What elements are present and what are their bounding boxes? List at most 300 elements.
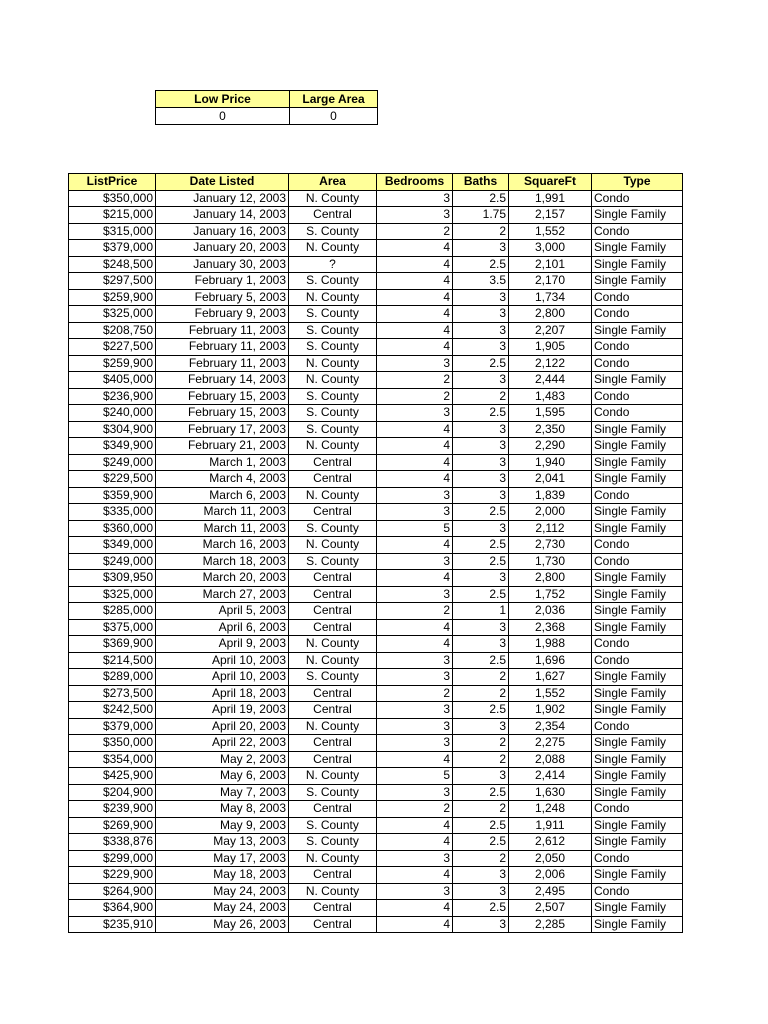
type-header[interactable]: Type <box>592 174 683 191</box>
baths-cell[interactable]: 1.75 <box>453 207 509 224</box>
baths-cell[interactable]: 3 <box>453 240 509 257</box>
date-listed-cell[interactable]: February 1, 2003 <box>156 273 289 290</box>
listprice-cell[interactable]: $379,000 <box>69 718 156 735</box>
listprice-header[interactable]: ListPrice <box>69 174 156 191</box>
date-listed-cell[interactable]: February 17, 2003 <box>156 421 289 438</box>
bedrooms-cell[interactable]: 4 <box>377 240 453 257</box>
bedrooms-cell[interactable]: 3 <box>377 504 453 521</box>
listprice-cell[interactable]: $379,000 <box>69 240 156 257</box>
listprice-cell[interactable]: $299,000 <box>69 850 156 867</box>
bedrooms-cell[interactable]: 4 <box>377 636 453 653</box>
type-cell[interactable]: Condo <box>592 537 683 554</box>
squareft-cell[interactable]: 2,050 <box>509 850 592 867</box>
baths-cell[interactable]: 2 <box>453 735 509 752</box>
area-cell[interactable]: S. County <box>289 784 377 801</box>
date-listed-cell[interactable]: May 18, 2003 <box>156 867 289 884</box>
type-cell[interactable]: Single Family <box>592 520 683 537</box>
date-listed-cell[interactable]: February 15, 2003 <box>156 405 289 422</box>
bedrooms-cell[interactable]: 4 <box>377 900 453 917</box>
squareft-cell[interactable]: 2,041 <box>509 471 592 488</box>
date-listed-cell[interactable]: April 19, 2003 <box>156 702 289 719</box>
squareft-cell[interactable]: 2,157 <box>509 207 592 224</box>
type-cell[interactable]: Condo <box>592 850 683 867</box>
baths-cell[interactable]: 3 <box>453 619 509 636</box>
bedrooms-cell[interactable]: 5 <box>377 768 453 785</box>
listprice-cell[interactable]: $235,910 <box>69 916 156 933</box>
bedrooms-cell[interactable]: 2 <box>377 388 453 405</box>
baths-cell[interactable]: 2.5 <box>453 702 509 719</box>
squareft-cell[interactable]: 2,122 <box>509 355 592 372</box>
type-cell[interactable]: Single Family <box>592 256 683 273</box>
squareft-cell[interactable]: 1,552 <box>509 685 592 702</box>
baths-cell[interactable]: 2.5 <box>453 586 509 603</box>
bedrooms-cell[interactable]: 4 <box>377 289 453 306</box>
bedrooms-cell[interactable]: 3 <box>377 850 453 867</box>
baths-cell[interactable]: 2 <box>453 685 509 702</box>
bedrooms-cell[interactable]: 2 <box>377 372 453 389</box>
listprice-cell[interactable]: $239,900 <box>69 801 156 818</box>
listprice-cell[interactable]: $325,000 <box>69 586 156 603</box>
baths-cell[interactable]: 2.5 <box>453 817 509 834</box>
date-listed-cell[interactable]: March 20, 2003 <box>156 570 289 587</box>
type-cell[interactable]: Single Family <box>592 421 683 438</box>
bedrooms-cell[interactable]: 3 <box>377 487 453 504</box>
area-cell[interactable]: Central <box>289 504 377 521</box>
bedrooms-cell[interactable]: 4 <box>377 256 453 273</box>
bedrooms-cell[interactable]: 3 <box>377 190 453 207</box>
area-cell[interactable]: Central <box>289 867 377 884</box>
squareft-cell[interactable]: 2,101 <box>509 256 592 273</box>
bedrooms-cell[interactable]: 3 <box>377 669 453 686</box>
squareft-cell[interactable]: 2,354 <box>509 718 592 735</box>
baths-cell[interactable]: 3 <box>453 520 509 537</box>
bedrooms-header[interactable]: Bedrooms <box>377 174 453 191</box>
type-cell[interactable]: Single Family <box>592 685 683 702</box>
date-listed-cell[interactable]: February 9, 2003 <box>156 306 289 323</box>
listprice-cell[interactable]: $338,876 <box>69 834 156 851</box>
squareft-cell[interactable]: 2,495 <box>509 883 592 900</box>
large-area-value[interactable]: 0 <box>290 108 378 125</box>
bedrooms-cell[interactable]: 4 <box>377 619 453 636</box>
baths-cell[interactable]: 3 <box>453 768 509 785</box>
area-cell[interactable]: Central <box>289 735 377 752</box>
area-cell[interactable]: N. County <box>289 537 377 554</box>
squareft-cell[interactable]: 1,902 <box>509 702 592 719</box>
area-cell[interactable]: Central <box>289 586 377 603</box>
listprice-cell[interactable]: $375,000 <box>69 619 156 636</box>
baths-header[interactable]: Baths <box>453 174 509 191</box>
listprice-cell[interactable]: $360,000 <box>69 520 156 537</box>
area-cell[interactable]: S. County <box>289 553 377 570</box>
date-listed-cell[interactable]: January 30, 2003 <box>156 256 289 273</box>
area-cell[interactable]: S. County <box>289 223 377 240</box>
area-cell[interactable]: N. County <box>289 636 377 653</box>
date-listed-cell[interactable]: January 12, 2003 <box>156 190 289 207</box>
listprice-cell[interactable]: $248,500 <box>69 256 156 273</box>
baths-cell[interactable]: 3 <box>453 487 509 504</box>
date-listed-cell[interactable]: April 18, 2003 <box>156 685 289 702</box>
squareft-cell[interactable]: 1,595 <box>509 405 592 422</box>
date-listed-cell[interactable]: April 10, 2003 <box>156 652 289 669</box>
area-cell[interactable]: N. County <box>289 850 377 867</box>
date-listed-cell[interactable]: May 17, 2003 <box>156 850 289 867</box>
bedrooms-cell[interactable]: 5 <box>377 520 453 537</box>
type-cell[interactable]: Single Family <box>592 273 683 290</box>
listprice-cell[interactable]: $215,000 <box>69 207 156 224</box>
area-cell[interactable]: N. County <box>289 883 377 900</box>
baths-cell[interactable]: 2 <box>453 388 509 405</box>
baths-cell[interactable]: 3 <box>453 306 509 323</box>
bedrooms-cell[interactable]: 4 <box>377 867 453 884</box>
squareft-cell[interactable]: 1,483 <box>509 388 592 405</box>
listprice-cell[interactable]: $405,000 <box>69 372 156 389</box>
date-listed-cell[interactable]: March 11, 2003 <box>156 520 289 537</box>
date-listed-cell[interactable]: April 20, 2003 <box>156 718 289 735</box>
listprice-cell[interactable]: $285,000 <box>69 603 156 620</box>
listprice-cell[interactable]: $259,900 <box>69 355 156 372</box>
area-cell[interactable]: S. County <box>289 405 377 422</box>
squareft-cell[interactable]: 2,036 <box>509 603 592 620</box>
date-listed-cell[interactable]: April 10, 2003 <box>156 669 289 686</box>
bedrooms-cell[interactable]: 4 <box>377 817 453 834</box>
type-cell[interactable]: Single Family <box>592 586 683 603</box>
bedrooms-cell[interactable]: 4 <box>377 339 453 356</box>
type-cell[interactable]: Condo <box>592 223 683 240</box>
baths-cell[interactable]: 2.5 <box>453 553 509 570</box>
date-listed-cell[interactable]: April 22, 2003 <box>156 735 289 752</box>
date-listed-cell[interactable]: March 1, 2003 <box>156 454 289 471</box>
bedrooms-cell[interactable]: 2 <box>377 603 453 620</box>
squareft-cell[interactable]: 2,000 <box>509 504 592 521</box>
bedrooms-cell[interactable]: 4 <box>377 306 453 323</box>
squareft-cell[interactable]: 2,207 <box>509 322 592 339</box>
area-cell[interactable]: S. County <box>289 306 377 323</box>
type-cell[interactable]: Single Family <box>592 454 683 471</box>
bedrooms-cell[interactable]: 3 <box>377 586 453 603</box>
bedrooms-cell[interactable]: 3 <box>377 405 453 422</box>
baths-cell[interactable]: 3 <box>453 867 509 884</box>
baths-cell[interactable]: 2.5 <box>453 652 509 669</box>
type-cell[interactable]: Single Family <box>592 570 683 587</box>
bedrooms-cell[interactable]: 4 <box>377 834 453 851</box>
listprice-cell[interactable]: $349,000 <box>69 537 156 554</box>
date-listed-cell[interactable]: February 14, 2003 <box>156 372 289 389</box>
baths-cell[interactable]: 2 <box>453 669 509 686</box>
date-listed-cell[interactable]: February 21, 2003 <box>156 438 289 455</box>
baths-cell[interactable]: 1 <box>453 603 509 620</box>
area-cell[interactable]: N. County <box>289 718 377 735</box>
listprice-cell[interactable]: $236,900 <box>69 388 156 405</box>
area-cell[interactable]: S. County <box>289 669 377 686</box>
listprice-cell[interactable]: $289,000 <box>69 669 156 686</box>
bedrooms-cell[interactable]: 4 <box>377 751 453 768</box>
squareft-cell[interactable]: 1,905 <box>509 339 592 356</box>
area-cell[interactable]: Central <box>289 603 377 620</box>
type-cell[interactable]: Condo <box>592 190 683 207</box>
squareft-cell[interactable]: 1,552 <box>509 223 592 240</box>
type-cell[interactable]: Single Family <box>592 768 683 785</box>
listprice-cell[interactable]: $273,500 <box>69 685 156 702</box>
type-cell[interactable]: Condo <box>592 306 683 323</box>
date-listed-cell[interactable]: January 16, 2003 <box>156 223 289 240</box>
type-cell[interactable]: Condo <box>592 339 683 356</box>
squareft-cell[interactable]: 1,988 <box>509 636 592 653</box>
type-cell[interactable]: Single Family <box>592 438 683 455</box>
date-listed-cell[interactable]: March 4, 2003 <box>156 471 289 488</box>
low-price-header[interactable]: Low Price <box>156 91 290 108</box>
squareft-cell[interactable]: 2,285 <box>509 916 592 933</box>
area-cell[interactable]: Central <box>289 454 377 471</box>
listprice-cell[interactable]: $297,500 <box>69 273 156 290</box>
listprice-cell[interactable]: $229,900 <box>69 867 156 884</box>
bedrooms-cell[interactable]: 2 <box>377 801 453 818</box>
baths-cell[interactable]: 3 <box>453 916 509 933</box>
squareft-cell[interactable]: 2,275 <box>509 735 592 752</box>
bedrooms-cell[interactable]: 3 <box>377 784 453 801</box>
listprice-cell[interactable]: $264,900 <box>69 883 156 900</box>
area-cell[interactable]: N. County <box>289 355 377 372</box>
date-listed-cell[interactable]: March 6, 2003 <box>156 487 289 504</box>
listprice-cell[interactable]: $309,950 <box>69 570 156 587</box>
area-cell[interactable]: S. County <box>289 388 377 405</box>
squareft-cell[interactable]: 2,170 <box>509 273 592 290</box>
large-area-header[interactable]: Large Area <box>290 91 378 108</box>
listprice-cell[interactable]: $269,900 <box>69 817 156 834</box>
area-cell[interactable]: Central <box>289 471 377 488</box>
date-listed-cell[interactable]: February 5, 2003 <box>156 289 289 306</box>
listprice-cell[interactable]: $259,900 <box>69 289 156 306</box>
baths-cell[interactable]: 2 <box>453 751 509 768</box>
date-listed-cell[interactable]: May 13, 2003 <box>156 834 289 851</box>
listprice-cell[interactable]: $204,900 <box>69 784 156 801</box>
baths-cell[interactable]: 3 <box>453 636 509 653</box>
squareft-cell[interactable]: 2,507 <box>509 900 592 917</box>
baths-cell[interactable]: 2.5 <box>453 900 509 917</box>
type-cell[interactable]: Condo <box>592 718 683 735</box>
date-listed-cell[interactable]: May 24, 2003 <box>156 900 289 917</box>
type-cell[interactable]: Condo <box>592 553 683 570</box>
area-cell[interactable]: N. County <box>289 289 377 306</box>
area-cell[interactable]: N. County <box>289 240 377 257</box>
baths-cell[interactable]: 3 <box>453 471 509 488</box>
baths-cell[interactable]: 2 <box>453 223 509 240</box>
type-cell[interactable]: Single Family <box>592 207 683 224</box>
squareft-cell[interactable]: 1,734 <box>509 289 592 306</box>
baths-cell[interactable]: 2 <box>453 850 509 867</box>
listprice-cell[interactable]: $354,000 <box>69 751 156 768</box>
baths-cell[interactable]: 3 <box>453 372 509 389</box>
baths-cell[interactable]: 2.5 <box>453 834 509 851</box>
listprice-cell[interactable]: $229,500 <box>69 471 156 488</box>
type-cell[interactable]: Single Family <box>592 669 683 686</box>
date-listed-cell[interactable]: May 24, 2003 <box>156 883 289 900</box>
area-cell[interactable]: N. County <box>289 372 377 389</box>
type-cell[interactable]: Single Family <box>592 916 683 933</box>
bedrooms-cell[interactable]: 2 <box>377 223 453 240</box>
squareft-cell[interactable]: 3,000 <box>509 240 592 257</box>
type-cell[interactable]: Single Family <box>592 834 683 851</box>
type-cell[interactable]: Single Family <box>592 817 683 834</box>
type-cell[interactable]: Condo <box>592 883 683 900</box>
squareft-cell[interactable]: 2,088 <box>509 751 592 768</box>
date-listed-cell[interactable]: February 15, 2003 <box>156 388 289 405</box>
date-listed-header[interactable]: Date Listed <box>156 174 289 191</box>
listprice-cell[interactable]: $249,000 <box>69 553 156 570</box>
bedrooms-cell[interactable]: 4 <box>377 454 453 471</box>
type-cell[interactable]: Single Family <box>592 240 683 257</box>
squareft-cell[interactable]: 2,800 <box>509 570 592 587</box>
bedrooms-cell[interactable]: 4 <box>377 537 453 554</box>
bedrooms-cell[interactable]: 2 <box>377 685 453 702</box>
squareft-cell[interactable]: 2,368 <box>509 619 592 636</box>
date-listed-cell[interactable]: May 7, 2003 <box>156 784 289 801</box>
baths-cell[interactable]: 3 <box>453 339 509 356</box>
date-listed-cell[interactable]: March 16, 2003 <box>156 537 289 554</box>
date-listed-cell[interactable]: April 6, 2003 <box>156 619 289 636</box>
listprice-cell[interactable]: $249,000 <box>69 454 156 471</box>
bedrooms-cell[interactable]: 3 <box>377 718 453 735</box>
area-cell[interactable]: Central <box>289 570 377 587</box>
area-cell[interactable]: Central <box>289 751 377 768</box>
area-cell[interactable]: S. County <box>289 421 377 438</box>
type-cell[interactable]: Single Family <box>592 900 683 917</box>
listprice-cell[interactable]: $425,900 <box>69 768 156 785</box>
date-listed-cell[interactable]: January 20, 2003 <box>156 240 289 257</box>
type-cell[interactable]: Single Family <box>592 751 683 768</box>
area-cell[interactable]: Central <box>289 801 377 818</box>
squareft-header[interactable]: SquareFt <box>509 174 592 191</box>
date-listed-cell[interactable]: April 9, 2003 <box>156 636 289 653</box>
listprice-cell[interactable]: $304,900 <box>69 421 156 438</box>
baths-cell[interactable]: 2.5 <box>453 190 509 207</box>
squareft-cell[interactable]: 1,991 <box>509 190 592 207</box>
squareft-cell[interactable]: 1,839 <box>509 487 592 504</box>
baths-cell[interactable]: 2.5 <box>453 256 509 273</box>
area-cell[interactable]: S. County <box>289 817 377 834</box>
bedrooms-cell[interactable]: 3 <box>377 207 453 224</box>
squareft-cell[interactable]: 2,800 <box>509 306 592 323</box>
listprice-cell[interactable]: $364,900 <box>69 900 156 917</box>
date-listed-cell[interactable]: April 5, 2003 <box>156 603 289 620</box>
low-price-value[interactable]: 0 <box>156 108 290 125</box>
area-cell[interactable]: S. County <box>289 322 377 339</box>
bedrooms-cell[interactable]: 4 <box>377 421 453 438</box>
bedrooms-cell[interactable]: 3 <box>377 553 453 570</box>
squareft-cell[interactable]: 1,630 <box>509 784 592 801</box>
baths-cell[interactable]: 2.5 <box>453 537 509 554</box>
type-cell[interactable]: Single Family <box>592 619 683 636</box>
type-cell[interactable]: Single Family <box>592 867 683 884</box>
area-cell[interactable]: Central <box>289 619 377 636</box>
date-listed-cell[interactable]: February 11, 2003 <box>156 339 289 356</box>
baths-cell[interactable]: 3 <box>453 322 509 339</box>
bedrooms-cell[interactable]: 4 <box>377 916 453 933</box>
listprice-cell[interactable]: $369,900 <box>69 636 156 653</box>
listprice-cell[interactable]: $315,000 <box>69 223 156 240</box>
baths-cell[interactable]: 3 <box>453 421 509 438</box>
squareft-cell[interactable]: 2,444 <box>509 372 592 389</box>
baths-cell[interactable]: 2.5 <box>453 784 509 801</box>
bedrooms-cell[interactable]: 3 <box>377 702 453 719</box>
type-cell[interactable]: Single Family <box>592 322 683 339</box>
type-cell[interactable]: Condo <box>592 636 683 653</box>
listprice-cell[interactable]: $350,000 <box>69 735 156 752</box>
squareft-cell[interactable]: 1,911 <box>509 817 592 834</box>
type-cell[interactable]: Single Family <box>592 735 683 752</box>
baths-cell[interactable]: 3.5 <box>453 273 509 290</box>
area-cell[interactable]: Central <box>289 702 377 719</box>
squareft-cell[interactable]: 2,612 <box>509 834 592 851</box>
area-cell[interactable]: Central <box>289 207 377 224</box>
squareft-cell[interactable]: 2,350 <box>509 421 592 438</box>
date-listed-cell[interactable]: May 8, 2003 <box>156 801 289 818</box>
bedrooms-cell[interactable]: 4 <box>377 570 453 587</box>
area-header[interactable]: Area <box>289 174 377 191</box>
area-cell[interactable]: Central <box>289 916 377 933</box>
bedrooms-cell[interactable]: 3 <box>377 883 453 900</box>
listprice-cell[interactable]: $359,900 <box>69 487 156 504</box>
area-cell[interactable]: N. County <box>289 652 377 669</box>
bedrooms-cell[interactable]: 3 <box>377 652 453 669</box>
date-listed-cell[interactable]: January 14, 2003 <box>156 207 289 224</box>
baths-cell[interactable]: 2.5 <box>453 504 509 521</box>
squareft-cell[interactable]: 2,006 <box>509 867 592 884</box>
type-cell[interactable]: Single Family <box>592 471 683 488</box>
listprice-cell[interactable]: $240,000 <box>69 405 156 422</box>
baths-cell[interactable]: 3 <box>453 289 509 306</box>
area-cell[interactable]: S. County <box>289 339 377 356</box>
baths-cell[interactable]: 3 <box>453 454 509 471</box>
area-cell[interactable]: S. County <box>289 273 377 290</box>
baths-cell[interactable]: 2 <box>453 801 509 818</box>
squareft-cell[interactable]: 2,112 <box>509 520 592 537</box>
date-listed-cell[interactable]: May 6, 2003 <box>156 768 289 785</box>
area-cell[interactable]: Central <box>289 685 377 702</box>
baths-cell[interactable]: 3 <box>453 718 509 735</box>
listprice-cell[interactable]: $208,750 <box>69 322 156 339</box>
area-cell[interactable]: ? <box>289 256 377 273</box>
type-cell[interactable]: Condo <box>592 388 683 405</box>
type-cell[interactable]: Condo <box>592 405 683 422</box>
type-cell[interactable]: Condo <box>592 355 683 372</box>
date-listed-cell[interactable]: February 11, 2003 <box>156 355 289 372</box>
squareft-cell[interactable]: 1,627 <box>509 669 592 686</box>
listprice-cell[interactable]: $227,500 <box>69 339 156 356</box>
date-listed-cell[interactable]: February 11, 2003 <box>156 322 289 339</box>
area-cell[interactable]: Central <box>289 900 377 917</box>
type-cell[interactable]: Single Family <box>592 784 683 801</box>
listprice-cell[interactable]: $349,900 <box>69 438 156 455</box>
type-cell[interactable]: Condo <box>592 487 683 504</box>
date-listed-cell[interactable]: March 18, 2003 <box>156 553 289 570</box>
area-cell[interactable]: N. County <box>289 190 377 207</box>
squareft-cell[interactable]: 2,290 <box>509 438 592 455</box>
area-cell[interactable]: N. County <box>289 768 377 785</box>
bedrooms-cell[interactable]: 4 <box>377 438 453 455</box>
bedrooms-cell[interactable]: 4 <box>377 471 453 488</box>
date-listed-cell[interactable]: May 26, 2003 <box>156 916 289 933</box>
area-cell[interactable]: S. County <box>289 520 377 537</box>
bedrooms-cell[interactable]: 3 <box>377 735 453 752</box>
type-cell[interactable]: Condo <box>592 652 683 669</box>
bedrooms-cell[interactable]: 4 <box>377 322 453 339</box>
listprice-cell[interactable]: $242,500 <box>69 702 156 719</box>
squareft-cell[interactable]: 1,752 <box>509 586 592 603</box>
bedrooms-cell[interactable]: 4 <box>377 273 453 290</box>
type-cell[interactable]: Condo <box>592 801 683 818</box>
baths-cell[interactable]: 3 <box>453 883 509 900</box>
listprice-cell[interactable]: $335,000 <box>69 504 156 521</box>
